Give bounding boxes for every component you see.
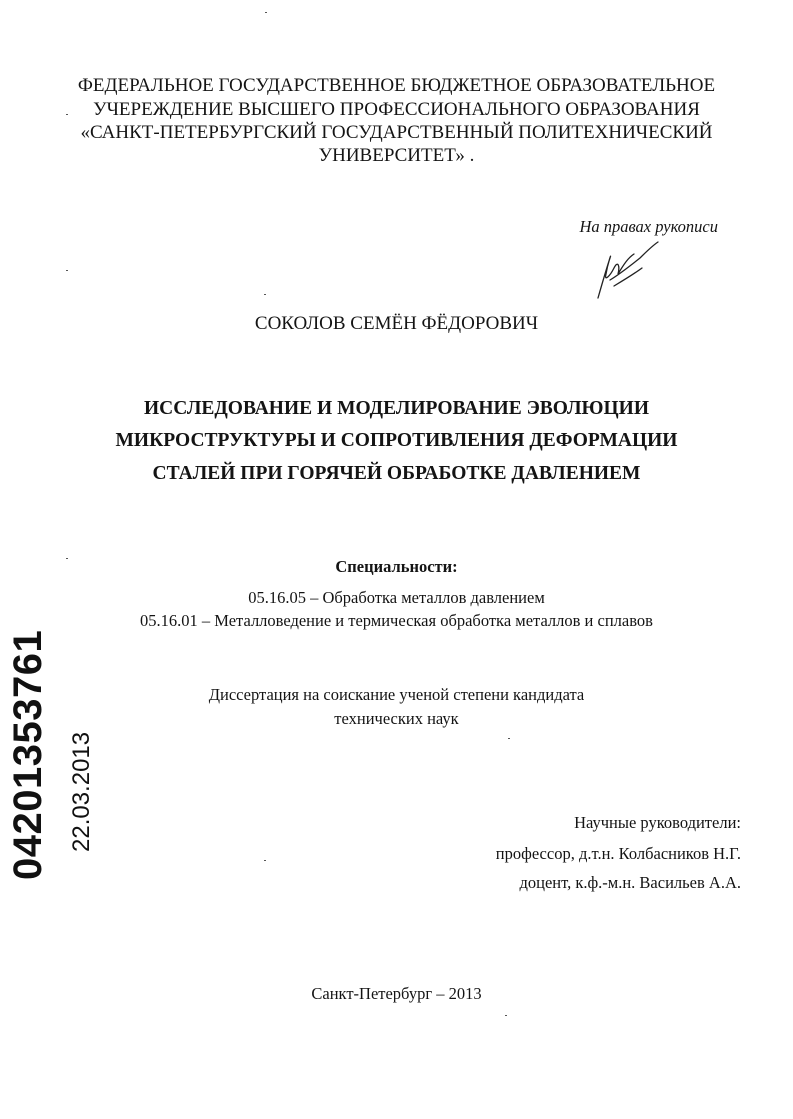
supervisor-item: доцент, к.ф.-м.н. Васильев А.А. bbox=[519, 873, 741, 892]
scan-speck bbox=[264, 294, 266, 295]
title-line-1: ИССЛЕДОВАНИЕ И МОДЕЛИРОВАНИЕ ЭВОЛЮЦИИ bbox=[143, 398, 649, 419]
scan-speck bbox=[265, 12, 267, 13]
scan-speck bbox=[264, 860, 266, 861]
institution-line-4: УНИВЕРСИТЕТ» . bbox=[318, 145, 475, 166]
stamp-number: 04201353761 bbox=[6, 629, 50, 880]
title-line-3: СТАЛЕЙ ПРИ ГОРЯЧЕЙ ОБРАБОТКЕ ДАВЛЕНИЕМ bbox=[152, 463, 641, 484]
scan-speck bbox=[66, 270, 68, 271]
supervisor-item: профессор, д.т.н. Колбасников Н.Г. bbox=[495, 844, 741, 863]
specialties-heading: Специальности: bbox=[335, 557, 458, 576]
dissertation-line-1: Диссертация на соискание ученой степени кандидата bbox=[208, 685, 585, 704]
city-year: Санкт-Петербург – 2013 bbox=[311, 984, 482, 1003]
institution-line-1: ФЕДЕРАЛЬНОЕ ГОСУДАРСТВЕННОЕ БЮДЖЕТНОЕ ОБРАЗОВАТЕЛЬНОЕ bbox=[77, 75, 716, 96]
signature bbox=[590, 240, 660, 302]
institution-line-3: «САНКТ-ПЕТЕРБУРГСКИЙ ГОСУДАРСТВЕННЫЙ ПОЛИТЕХНИЧЕСКИЙ bbox=[80, 122, 713, 143]
specialty-item: 05.16.01 – Металловедение и термическая обработка металлов и сплавов bbox=[140, 611, 653, 630]
scan-speck bbox=[505, 1015, 507, 1016]
scan-speck bbox=[66, 114, 68, 115]
stamp-date: 22.03.2013 bbox=[68, 731, 95, 852]
scan-speck bbox=[508, 738, 510, 739]
dissertation-line-2: технических наук bbox=[334, 709, 459, 728]
supervisors-heading: Научные руководители: bbox=[574, 813, 741, 832]
title-line-2: МИКРОСТРУКТУРЫ И СОПРОТИВЛЕНИЯ ДЕФОРМАЦИИ bbox=[115, 430, 678, 451]
manuscript-note: На правах рукописи bbox=[579, 217, 718, 236]
author-name: СОКОЛОВ СЕМЁН ФЁДОРОВИЧ bbox=[254, 313, 539, 334]
institution-line-2: УЧЕРЕЖДЕНИЕ ВЫСШЕГО ПРОФЕССИОНАЛЬНОГО ОБРАЗОВАНИЯ bbox=[93, 99, 700, 120]
specialty-item: 05.16.05 – Обработка металлов давлением bbox=[248, 588, 545, 607]
scan-speck bbox=[66, 558, 68, 559]
